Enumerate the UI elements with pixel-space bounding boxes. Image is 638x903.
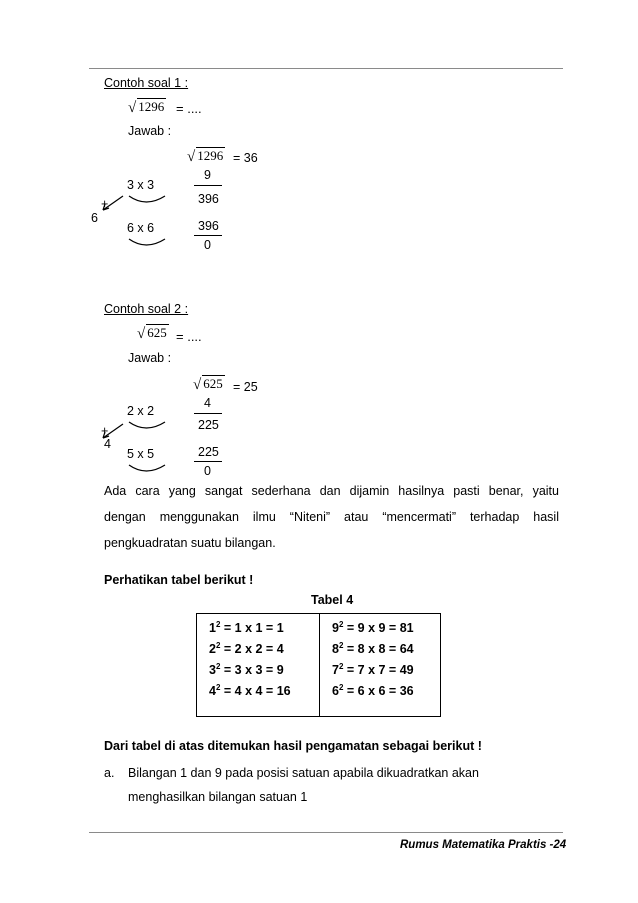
example1-work-result: = 36 (233, 151, 258, 165)
example1-step2-rem: 0 (204, 238, 211, 252)
example2-answer-label: Jawab : (128, 351, 172, 365)
example1-step2-mult: 6 x 6 (127, 221, 155, 235)
table-left-column (197, 614, 320, 717)
table-left-row-3: $3^2 = 3$ x 3 = 9 (209, 662, 284, 677)
example2-step2-rem: 0 (204, 464, 211, 478)
example1-step1-mult: 3 x 3 (127, 178, 155, 192)
example1-side-num: 6 (91, 211, 98, 225)
example2-step1-line (194, 413, 222, 414)
header-rule (89, 68, 563, 69)
example2-work-sqrt: √ 625 (193, 376, 223, 393)
example2-step2-sub: 225 (198, 445, 219, 459)
notice-heading: Perhatikan tabel berikut ! (104, 573, 254, 587)
example2-step2-line (194, 461, 222, 462)
table-right-column (320, 614, 441, 717)
example1-step1-rem: 396 (198, 192, 219, 206)
example2-question-rhs: = .... (176, 329, 202, 344)
table-left-row-1: $1^2 = 1$ x 1 = 1 (209, 620, 284, 635)
table-right-row-2: $8^2 = 8$ x 8 = 64 (332, 641, 414, 656)
table-right-row-3: $7^2 = 7$ x 7 = 49 (332, 662, 414, 677)
example2-work-result: = 25 (233, 380, 258, 394)
example2-step2-mult: 5 x 5 (127, 447, 155, 461)
example1-answer-label: Jawab : (128, 124, 172, 138)
footer-page-label: Rumus Matematika Praktis -24 (400, 839, 567, 851)
example2-arrow (98, 422, 128, 442)
table-right-row-1: $9^2 = 9$ x 9 = 81 (332, 620, 414, 635)
example1-work-sqrt: √ 1296 (187, 148, 224, 165)
example1-arrow (98, 194, 128, 214)
finding-a-line-1: Bilangan 1 dan 9 pada posisi satuan apabila dikuadratkan akan (128, 766, 479, 780)
example1-step1-sub: 9 (204, 168, 211, 182)
paragraph-line-1: Ada cara yang sangat sederhana dan dijamin hasilnya pasti benar, yaitu (104, 484, 559, 498)
table-left-row-4: $4^2 = 4$ x 4 = 16 (209, 683, 291, 698)
example1-step1-arc (125, 194, 169, 206)
example1-step2-sub: 396 (198, 219, 219, 233)
example1-question-rhs: = .... (176, 101, 202, 116)
example2-question-radicand: 625 (147, 325, 167, 340)
squares-table (196, 613, 441, 717)
example2-label: Contoh soal 2 : (104, 302, 189, 316)
table-right-row-4: $6^2 = 6$ x 6 = 36 (332, 683, 414, 698)
paragraph-line-2: dengan menggunakan ilmu “Niteni” atau “mencermati” terhadap hasil (104, 510, 559, 524)
example1-step2-line (194, 235, 222, 236)
finding-a-line-2: menghasilkan bilangan satuan 1 (128, 790, 308, 804)
example2-work-radicand: 625 (203, 376, 223, 391)
example1-step1-line (194, 185, 222, 186)
example2-step1-sub: 4 (204, 396, 211, 410)
example1-work-radicand: 1296 (197, 148, 224, 163)
example1-question-radicand: 1296 (138, 99, 165, 114)
example1-plus: + (101, 197, 109, 211)
finding-a-marker: a. (104, 766, 115, 780)
footer-rule (89, 832, 563, 833)
example2-plus: + (101, 424, 109, 438)
example1-question-sqrt: √ 1296 (128, 99, 165, 116)
example2-side-num: 4 (104, 437, 111, 451)
table-left-row-2: $2^2 = 2$ x 2 = 4 (209, 641, 284, 656)
example1-step2-arc (125, 237, 169, 249)
table-caption: Tabel 4 (311, 593, 354, 607)
paragraph-line-3: pengkuadratan suatu bilangan. (104, 536, 276, 550)
example2-step1-rem: 225 (198, 418, 219, 432)
example2-step1-arc (125, 420, 169, 432)
example2-step2-arc (125, 463, 169, 475)
example2-step1-mult: 2 x 2 (127, 404, 155, 418)
example1-label: Contoh soal 1 : (104, 76, 189, 90)
findings-heading: Dari tabel di atas ditemukan hasil pengamatan sebagai berikut ! (104, 739, 482, 753)
example2-question-sqrt: √ 625 (137, 325, 167, 342)
